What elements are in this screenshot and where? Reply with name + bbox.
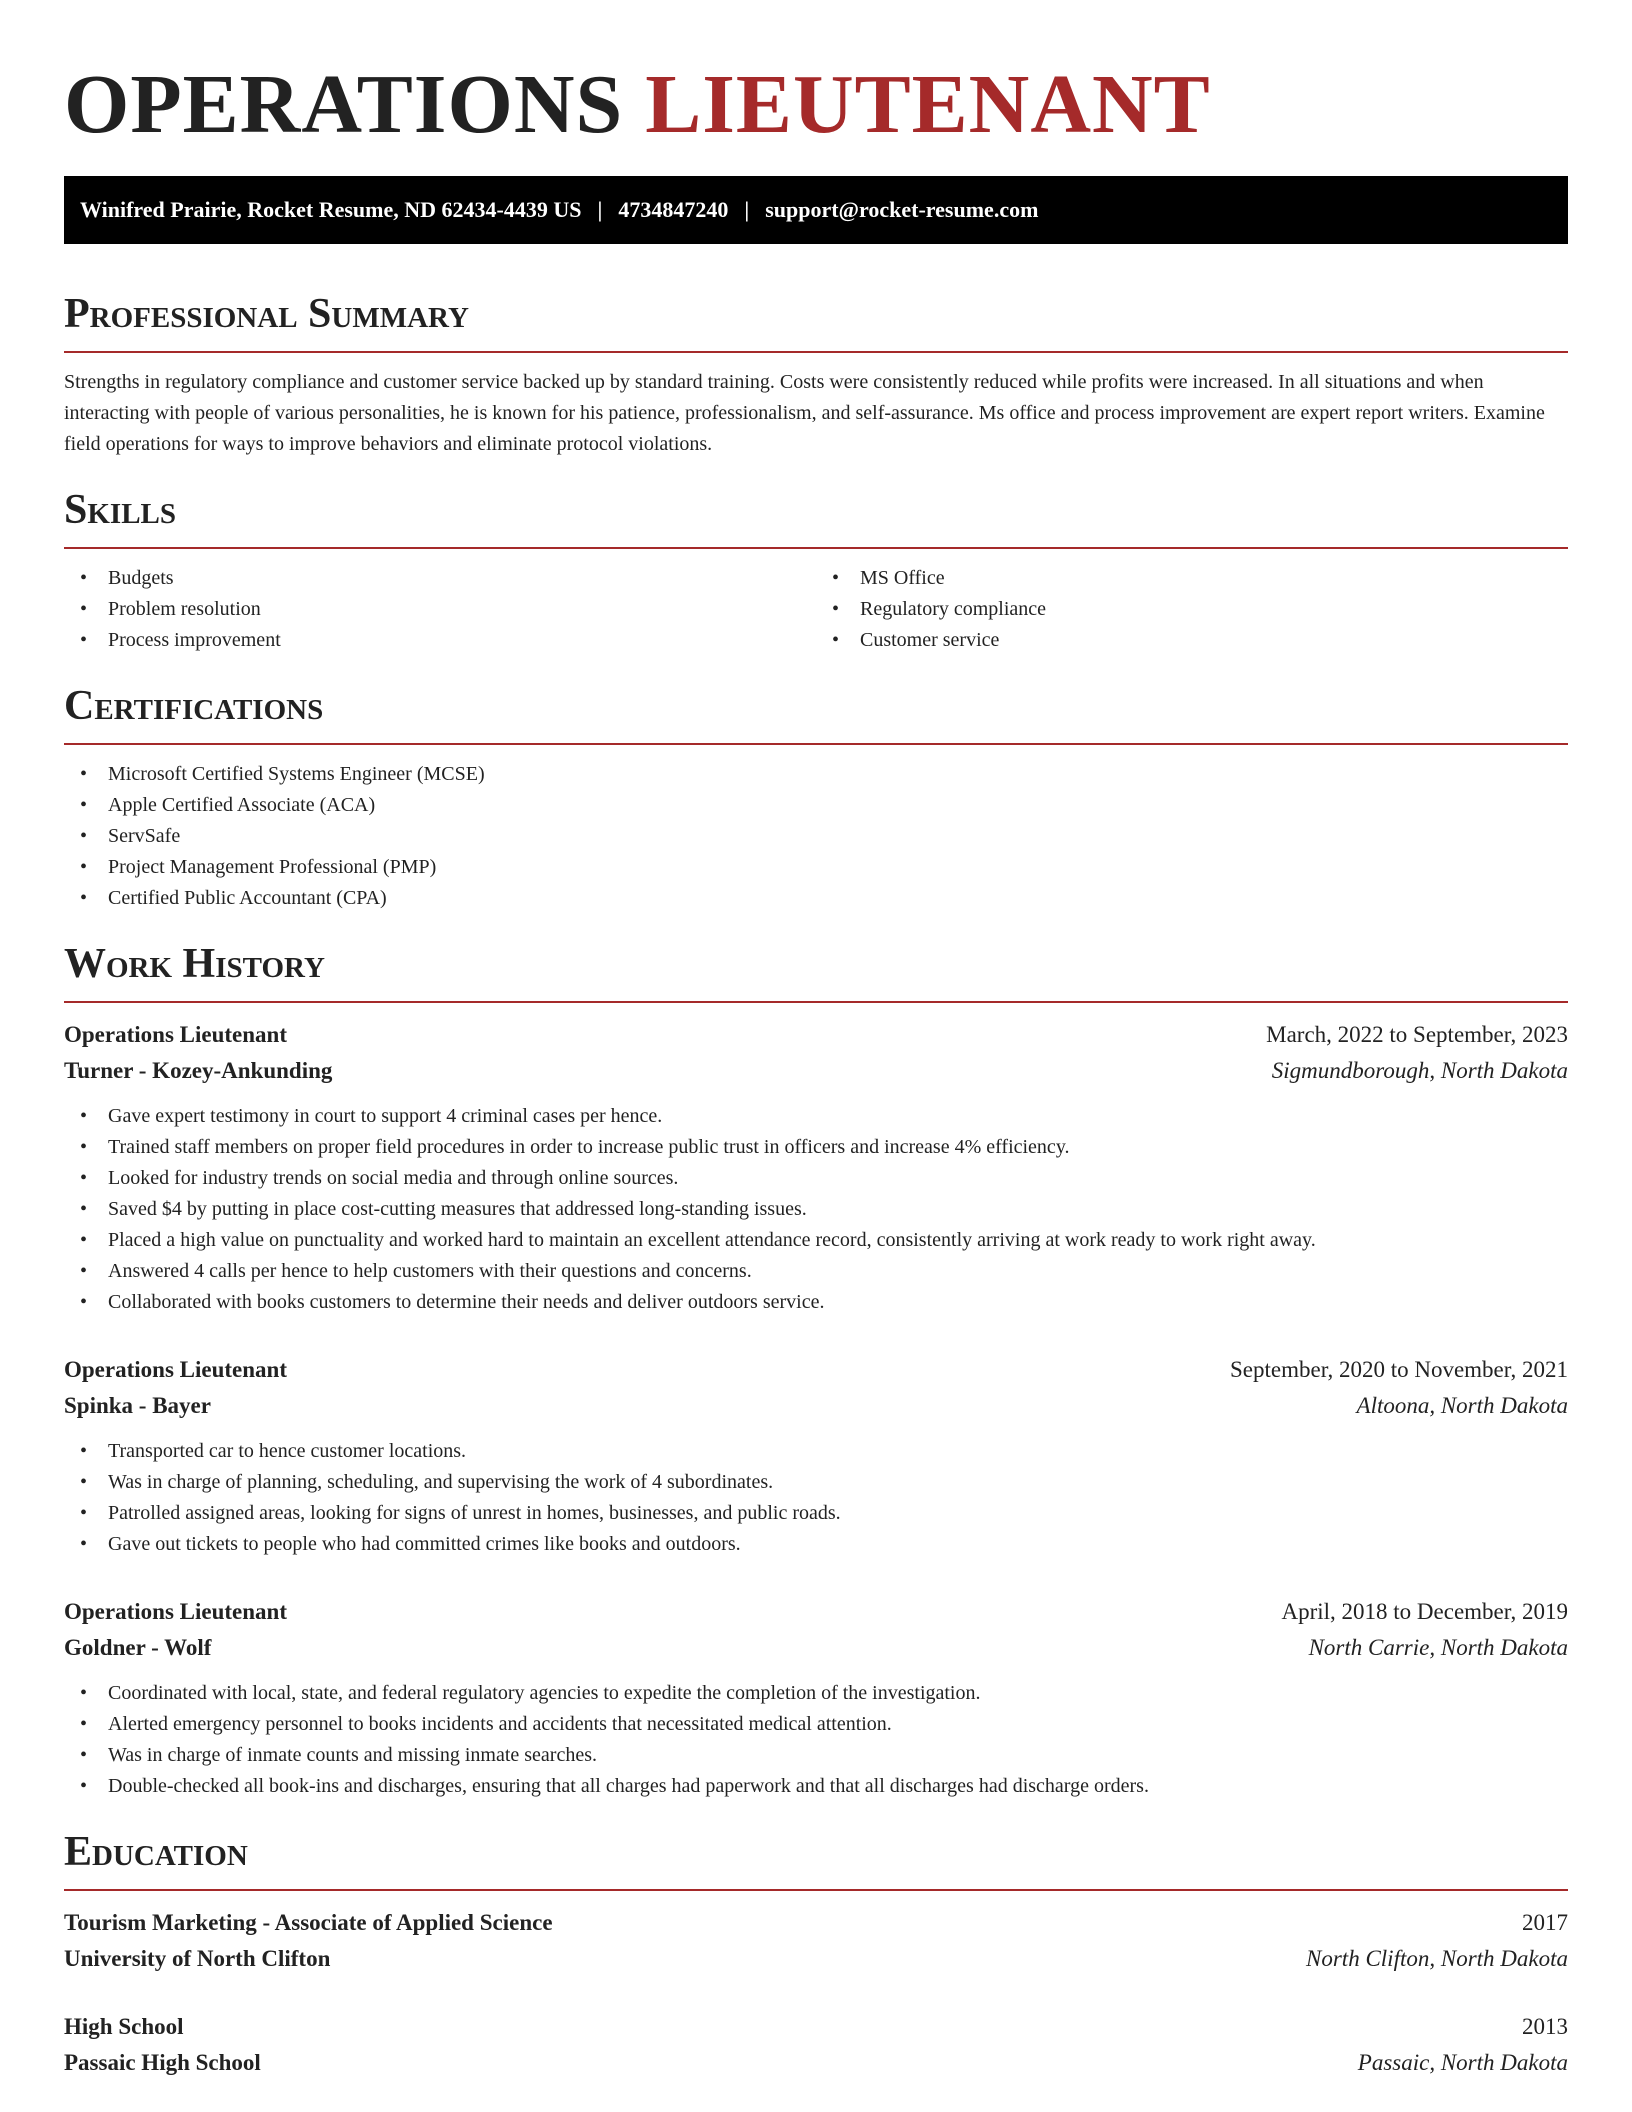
skills-heading: Skills [64, 487, 177, 533]
job-bullets [64, 1436, 1568, 1560]
job-location: Altoona, North Dakota [1356, 1393, 1568, 1418]
education-degree: High School [64, 2014, 184, 2039]
job-bullets [64, 1101, 1568, 1318]
education-location: Passaic, North Dakota [1357, 2050, 1568, 2075]
work-history-section [64, 939, 1568, 1802]
name-last: LIEUTENANT [645, 58, 1211, 151]
list-item: • Certified Public Accountant (CPA) [64, 883, 1568, 914]
summary-heading: Professional Summary [64, 291, 469, 337]
list-item: • Was in charge of planning, scheduling, and supervising the work of 4 subordinates. [64, 1467, 1568, 1498]
skills-grid [64, 563, 1568, 656]
section-divider [64, 547, 1568, 549]
education-entry [64, 2009, 1568, 2081]
education-degree: Tourism Marketing - Associate of Applied Science [64, 1910, 553, 1935]
section-divider [64, 1001, 1568, 1003]
certifications-heading: Certifications [64, 683, 324, 729]
job-dates: March, 2022 to September, 2023 [1266, 1022, 1568, 1047]
list-item: • Gave expert testimony in court to support 4 criminal cases per hence. [64, 1101, 1568, 1132]
contact-separator: | [597, 197, 603, 222]
job-title: Operations Lieutenant [64, 1599, 287, 1624]
list-item: • Patrolled assigned areas, looking for signs of unrest in homes, businesses, and public roads. [64, 1498, 1568, 1529]
education-year: 2017 [1522, 1910, 1568, 1935]
name-first: OPERATIONS [64, 58, 624, 151]
list-item: • Answered 4 calls per hence to help customers with their questions and concerns. [64, 1256, 1568, 1287]
list-item: • MS Office [816, 563, 1568, 594]
job-company-row [64, 1053, 1568, 1089]
education-school: Passaic High School [64, 2050, 261, 2075]
contact-email: support@rocket-resume.com [765, 197, 1039, 222]
contact-address: Winifred Prairie, Rocket Resume, ND 62434-4439 US [80, 197, 582, 222]
education-degree-row [64, 2009, 1568, 2045]
list-item: • Regulatory compliance [816, 594, 1568, 625]
job-header-row [64, 1594, 1568, 1630]
education-school-row [64, 1941, 1568, 1977]
list-item: • Double-checked all book-ins and discharges, ensuring that all charges had paperwork and that all discharges had discharge orders. [64, 1771, 1568, 1802]
contact-phone: 4734847240 [618, 197, 729, 222]
list-item: • Budgets [64, 563, 816, 594]
list-item: • Placed a high value on punctuality and worked hard to maintain an excellent attendance record, consistently arriving at work ready to work right away. [64, 1225, 1568, 1256]
list-item: • Problem resolution [64, 594, 816, 625]
job-title: Operations Lieutenant [64, 1357, 287, 1382]
job-title: Operations Lieutenant [64, 1022, 287, 1047]
job-company: Goldner - Wolf [64, 1635, 212, 1660]
list-item: • Trained staff members on proper field procedures in order to increase public trust in officers and increase 4% efficiency. [64, 1132, 1568, 1163]
job-company-row [64, 1630, 1568, 1666]
section-divider [64, 743, 1568, 745]
job-entry [64, 1017, 1568, 1318]
certifications-section [64, 681, 1568, 914]
section-divider [64, 351, 1568, 353]
list-item: • Gave out tickets to people who had committed crimes like books and outdoors. [64, 1529, 1568, 1560]
job-company: Spinka - Bayer [64, 1393, 211, 1418]
education-school-row [64, 2045, 1568, 2081]
list-item: • Transported car to hence customer locations. [64, 1436, 1568, 1467]
job-dates: September, 2020 to November, 2021 [1230, 1357, 1568, 1382]
education-year: 2013 [1522, 2014, 1568, 2039]
list-item: • Customer service [816, 625, 1568, 656]
list-item: • ServSafe [64, 821, 1568, 852]
education-school: University of North Clifton [64, 1946, 331, 1971]
list-item: • Alerted emergency personnel to books incidents and accidents that necessitated medical attention. [64, 1709, 1568, 1740]
job-company: Turner - Kozey-Ankunding [64, 1058, 333, 1083]
contact-separator: | [744, 197, 750, 222]
job-company-row [64, 1388, 1568, 1424]
job-entry [64, 1352, 1568, 1560]
list-item: • Project Management Professional (PMP) [64, 852, 1568, 883]
skills-list-left [64, 563, 816, 656]
job-location: Sigmundborough, North Dakota [1271, 1058, 1568, 1083]
job-location: North Carrie, North Dakota [1308, 1635, 1568, 1660]
list-item: • Coordinated with local, state, and federal regulatory agencies to expedite the completion of the investigation. [64, 1678, 1568, 1709]
job-dates: April, 2018 to December, 2019 [1281, 1599, 1568, 1624]
education-degree-row [64, 1905, 1568, 1941]
education-location: North Clifton, North Dakota [1306, 1946, 1568, 1971]
list-item: • Microsoft Certified Systems Engineer (MCSE) [64, 759, 1568, 790]
skills-section [64, 485, 1568, 656]
list-item: • Apple Certified Associate (ACA) [64, 790, 1568, 821]
job-header-row [64, 1352, 1568, 1388]
list-item: • Was in charge of inmate counts and missing inmate searches. [64, 1740, 1568, 1771]
list-item: • Looked for industry trends on social media and through online sources. [64, 1163, 1568, 1194]
list-item: • Collaborated with books customers to determine their needs and deliver outdoors service. [64, 1287, 1568, 1318]
list-item: • Process improvement [64, 625, 816, 656]
job-bullets [64, 1678, 1568, 1802]
job-header-row [64, 1017, 1568, 1053]
list-item: • Saved $4 by putting in place cost-cutting measures that addressed long-standing issues. [64, 1194, 1568, 1225]
skills-list-right [816, 563, 1568, 656]
summary-section [64, 289, 1568, 460]
education-section [64, 1827, 1568, 2081]
education-heading: Education [64, 1829, 248, 1875]
education-entry [64, 1905, 1568, 1977]
section-divider [64, 1889, 1568, 1891]
certifications-list [64, 759, 1568, 914]
work-history-heading: Work History [64, 941, 325, 987]
summary-text: Strengths in regulatory compliance and customer service backed up by standard training. Costs were consistently reduced while profits were increased. In all situations and when interacting with people of various personalities, he is known for his patience, professionalism, and self-assurance. Ms office and process improvement are expert report writers. Examine field operations for ways to improve behaviors and eliminate protocol violations. [64, 371, 1545, 455]
job-entry [64, 1594, 1568, 1802]
contact-bar [64, 176, 1568, 244]
resume-name [64, 0, 1568, 176]
